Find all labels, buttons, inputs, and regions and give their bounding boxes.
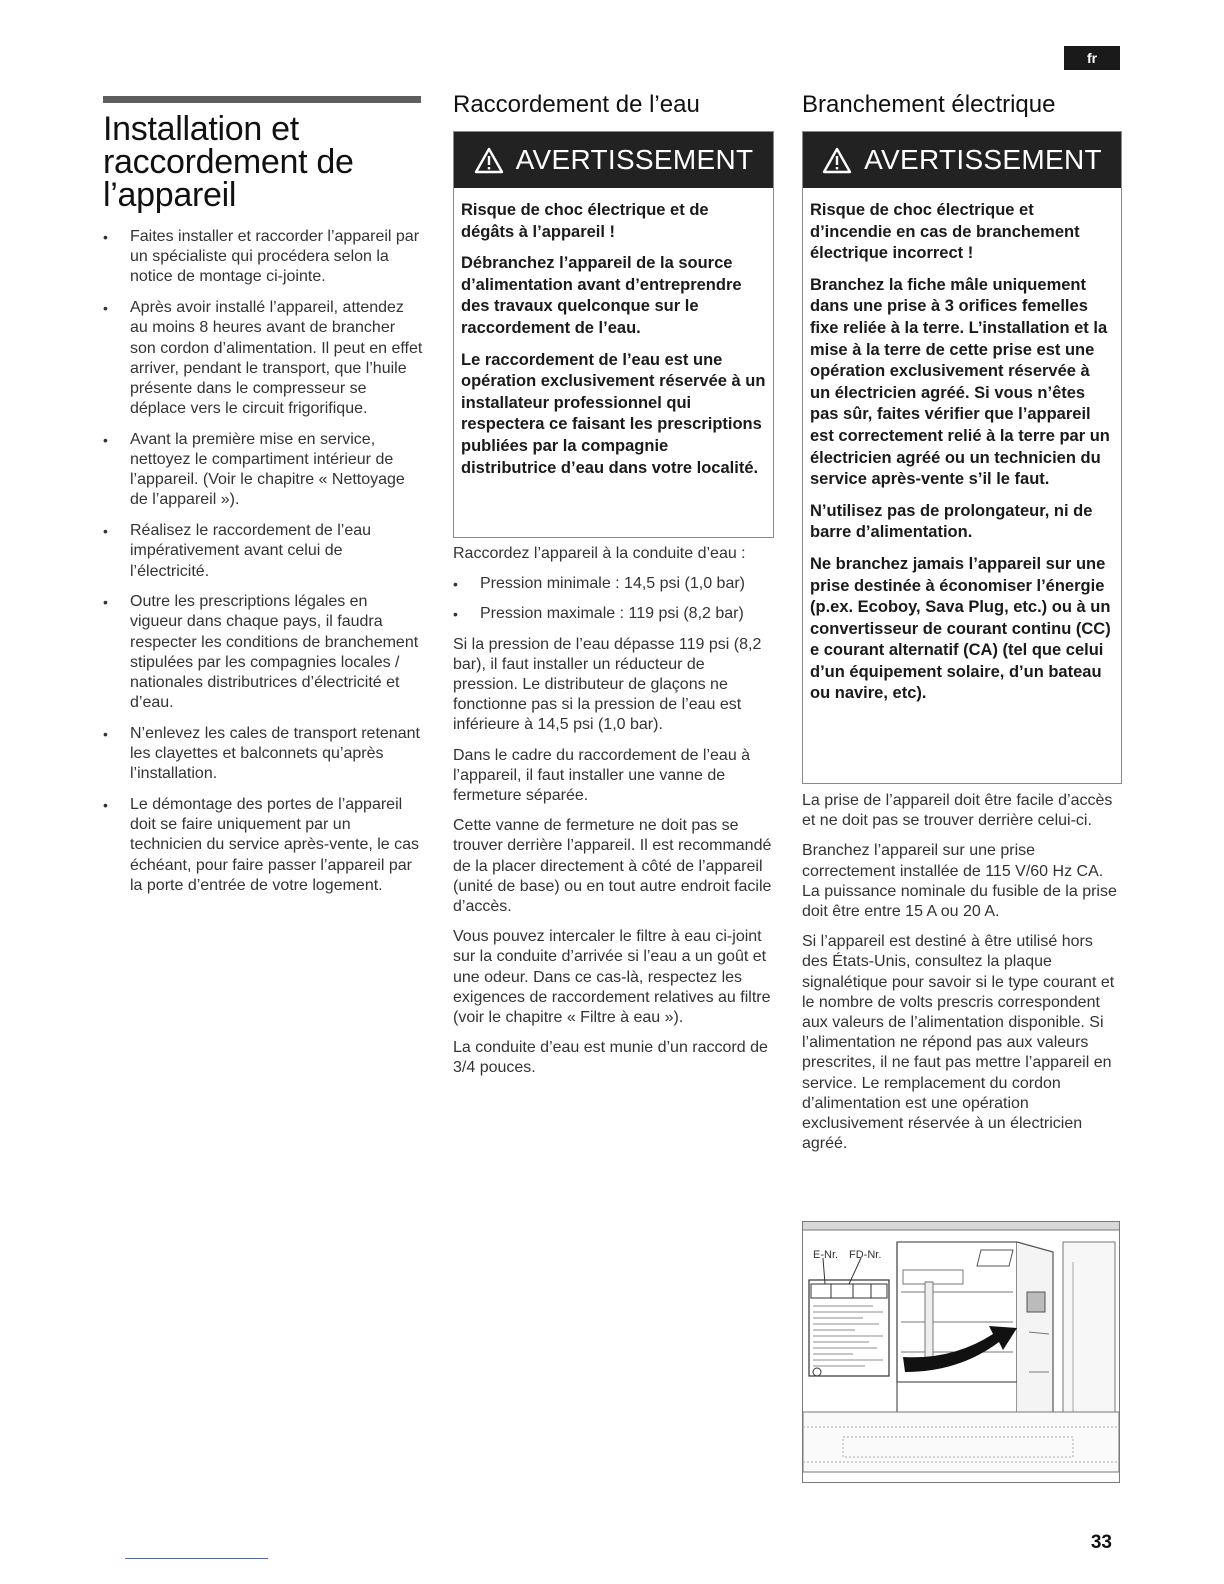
e-nr-label: E-Nr. — [813, 1249, 839, 1261]
language-tab: fr — [1064, 46, 1120, 70]
warning-triangle-icon — [822, 147, 852, 174]
warning-text: Débranchez l’appareil de la source d’alimentation avant d’entreprendre des travaux quelconque sur le raccordement de l’eau. — [461, 254, 742, 337]
electrical-body — [802, 791, 1120, 1164]
rating-plate-figure — [802, 1221, 1120, 1483]
list-item: • Pression minimale : 14,5 psi (1,0 bar) — [453, 574, 773, 594]
paragraph: Branchez l’appareil sur une prise correctement installée de 115 V/60 Hz CA. La puissance nominale du fusible de la prise doit être entre 15 A ou 20 A. — [802, 842, 1117, 921]
list-item: • Après avoir installé l’appareil, attendez au moins 8 heures avant de brancher son cordon d’alimentation. Il peut en effet arriver, pendant le transport, que l’huile présente dans le compresseur se déplace vers le circuit frigorifique. — [103, 298, 423, 419]
water-warning-box — [453, 131, 774, 538]
pressure-list — [453, 574, 773, 624]
paragraph: Dans le cadre du raccordement de l’eau à l’appareil, il faut installer une vanne de fermeture séparée. — [453, 746, 751, 805]
warning-text: Le raccordement de l’eau est une opération exclusivement réservée à un installateur professionnel qui respectera ce faisant les prescriptions publiées par la compagnie distributrice d’eau dans votre localité. — [461, 350, 766, 477]
warning-text: N’utilisez pas de prolongateur, ni de barre d’alimentation. — [810, 501, 1093, 542]
list-item: • Avant la première mise en service, nettoyez le compartiment intérieur de l’appareil. (Voir le chapitre « Nettoyage de l’appareil »). — [103, 430, 423, 511]
paragraph: Si l’appareil est destiné à être utilisé hors des États-Unis, consultez la plaque signalétique pour savoir si le type courant et le nombre de volts prescris correspondent aux valeurs de l’alimentation disponible. Si l’alimentation ne répond pas aux valeurs prescrites, il ne faut pas mettre l’appareil en service. Le remplacement du cordon d’alimentation est une opération exclusivement réservée à un électricien agréé. — [802, 933, 1115, 1153]
footer-line — [125, 1558, 268, 1559]
installation-list — [103, 227, 423, 907]
warning-text: Ne branchez jamais l’appareil sur une prise destinée à économiser l’énergie (p.ex. Ecoboy, Sava Plug, etc.) ou à un convertisseur de courant continu (CC) e courant alternatif (CA) (tel que celui d’un équipement solaire, d’un bateau ou navire, etc). — [810, 554, 1111, 703]
title-line: raccordement de — [103, 143, 354, 181]
paragraph: Si la pression de l’eau dépasse 119 psi (8,2 bar), il faut installer un réducteur de pression. Le distributeur de glaçons ne fonctionne pas si la pression de l’eau est inférieure à 14,5 psi (1,0 bar). — [453, 635, 762, 734]
list-item: • N’enlevez les cales de transport retenant les clayettes et balconnets qu’après l’installation. — [103, 724, 423, 785]
warning-header — [803, 132, 1121, 188]
list-item: • Outre les prescriptions légales en vigueur dans chaque pays, il faudra respecter les conditions de branchement stipulées par les compagnies locales / nationales distributrices d’électricité et d’eau. — [103, 592, 423, 713]
section-rule — [103, 96, 421, 103]
fridge-illustration — [803, 1222, 1119, 1482]
list-item: • Réalisez le raccordement de l’eau impérativement avant celui de l’électricité. — [103, 521, 423, 582]
paragraph: Raccordez l’appareil à la conduite d’eau : — [453, 545, 746, 562]
water-body — [453, 544, 773, 1089]
paragraph: La conduite d’eau est munie d’un raccord de 3/4 pouces. — [453, 1039, 768, 1077]
water-section-title: Raccordement de l’eau — [453, 91, 700, 118]
warning-text: Risque de choc électrique et de dégâts à l’appareil ! — [461, 201, 709, 241]
warning-triangle-icon — [474, 147, 504, 174]
title-line: l’appareil — [103, 176, 237, 214]
warning-heading: AVERTISSEMENT — [515, 144, 754, 175]
electrical-warning-box — [802, 131, 1122, 784]
warning-heading: AVERTISSEMENT — [864, 144, 1102, 175]
page-title — [103, 110, 423, 214]
title-line: Installation et — [103, 110, 299, 148]
electrical-section-title: Branchement électrique — [802, 91, 1056, 118]
list-item: • Faites installer et raccorder l’appareil par un spécialiste qui procédera selon la notice de montage ci-jointe. — [103, 227, 423, 288]
warning-text: Branchez la fiche mâle uniquement dans une prise à 3 orifices femelles fixe reliée à la terre. L’installation et la mise à la terre de cette prise est une opération exclusivement réservée à un électricien agréé. Si vous n’êtes pas sûr, faites vérifier que l’appareil est correctement relié à la terre par un électricien agréé ou un technicien du service après-vente s’il le faut. — [810, 275, 1110, 489]
warning-header — [454, 132, 773, 188]
list-item: • Pression maximale : 119 psi (8,2 bar) — [453, 604, 773, 624]
fd-nr-label: FD-Nr. — [849, 1249, 882, 1261]
paragraph: Vous pouvez intercaler le filtre à eau ci-joint sur la conduite d’arrivée si l’eau a un goût et une odeur. Dans ce cas-là, respectez les exigences de raccordement relatives au filtre (voir le chapitre « Filtre à eau »). — [453, 928, 771, 1027]
paragraph: Cette vanne de fermeture ne doit pas se trouver derrière l’appareil. Il est recommandé de la placer directement à côté de l’appareil (unité de base) ou en tout autre endroit facile d’accès. — [453, 817, 772, 916]
page-number: 33 — [1090, 1532, 1112, 1553]
list-item: • Le démontage des portes de l’appareil doit se faire uniquement par un technicien du service après-vente, le cas échéant, pour faire passer l’appareil par la porte d’entrée de votre logement. — [103, 795, 423, 896]
warning-text: Risque de choc électrique et d’incendie en cas de branchement électrique incorrect ! — [810, 201, 1080, 263]
paragraph: La prise de l’appareil doit être facile d’accès et ne doit pas se trouver derrière celui-ci. — [802, 792, 1113, 830]
